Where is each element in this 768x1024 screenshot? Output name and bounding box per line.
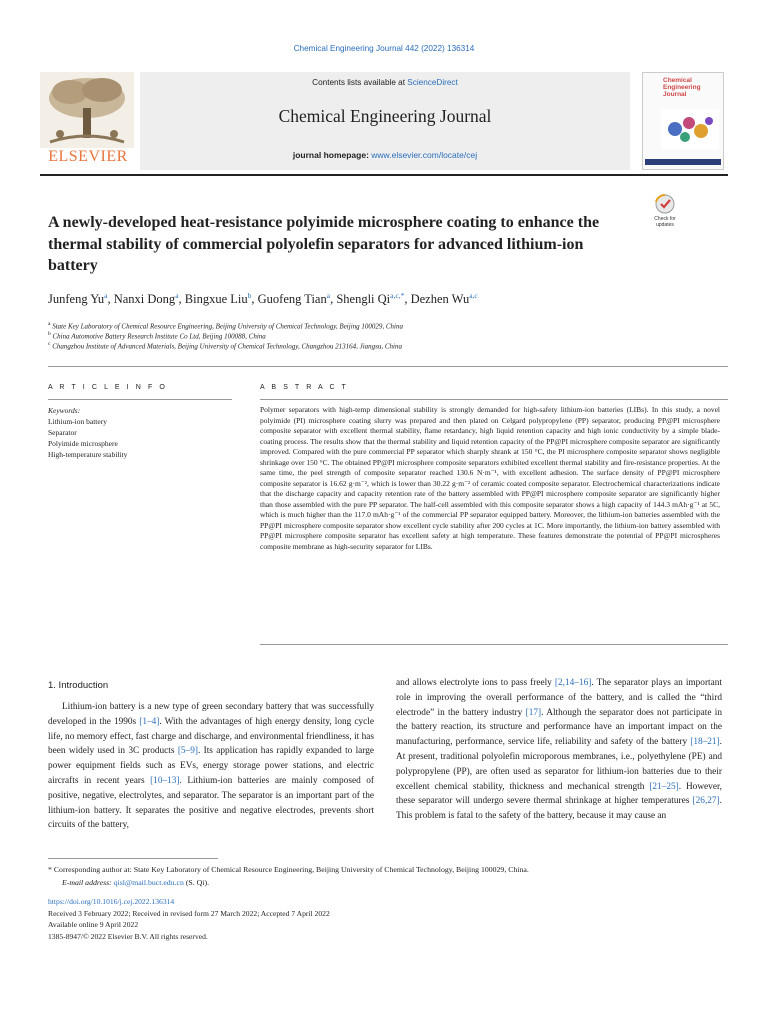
article-info-heading: A R T I C L E I N F O xyxy=(48,384,168,391)
article-info-rule xyxy=(48,399,232,400)
copyright-line: 1385-8947/© 2022 Elsevier B.V. All rights reserved. xyxy=(48,931,208,941)
affiliation-mark: a xyxy=(48,321,51,327)
affiliation-text: China Automotive Battery Research Institute Co Ltd, Beijing 100088, China xyxy=(52,332,266,341)
abstract-bottom-rule xyxy=(260,644,728,645)
contents-prefix: Contents lists available at xyxy=(312,78,408,87)
keyword[interactable]: Separator xyxy=(48,428,77,437)
abstract-text: Polymer separators with high-temp dimensional stability is strongly demanded for high-safety lithium-ion batteries (LIBs). In this study, a novel polyimide (PI) microsphere coating slurry was prepared and then plated on Celgard polypropylene (PP) separator, producing PP@PI microsphere composite separator with excellent thermal stability, flame retardancy, high liquid retention capacity and high ionic conductivity by a simple blade-coating process. The results show that the thermal stability and liquid retention capacity of the PP@PI microsphere composite separator are significantly improved. Compared with the pure commercial PP separator which sharply shrank at 150 °C, the PI microsphere composite separator shows negligible shrinkage over 150 °C. The obtained PP@PI microsphere composite separators exhibited excellent thermal stability and fire-resistance properties. At the same time, the peel strength of composite separator reached 130.6 N·m⁻¹, with excellent adhesion. The surface density of PP@PI microsphere composite separator is 16.62 g·m⁻², which is lower than 30.22 g·m⁻² of ceramic coated composite separator. Electrochemical characterizations indicate that the discharge capacity and capacity retention rate of the battery assembled with PP@PI microsphere composite separator are significantly higher than those assembled with the pure PP separator. The half-cell assembled with this composite separator shows a high capacity of 144.3 mAh·g⁻¹ at 5C, which is much higher than the 117.0 mAh·g⁻¹ of the commercial PP separator equipped battery. Moreover, the lithium-ion batteries assembled with the PP@PI microsphere composite separator show excellent cycle stability after 200 cycles at 1C. More importantly, the lithium-ion battery assembled with PP@PI microsphere composite separator has excellent safety at high temperature. These features demonstrate the potential of PP@PI microspheres composite membrane as high-security separator for LIBs. xyxy=(260,405,720,551)
keyword[interactable]: Polyimide microsphere xyxy=(48,439,118,448)
sciencedirect-link[interactable]: ScienceDirect xyxy=(407,78,458,87)
introduction-heading: 1. Introduction xyxy=(48,680,109,691)
citation-link[interactable]: [5–9] xyxy=(177,746,198,757)
body-text: . The separator plays an important role in improving the overall performance of the battery, and is called the “third electrode” in the battery industry xyxy=(396,678,722,718)
affiliation-mark: b xyxy=(48,331,51,337)
available-online: Available online 9 April 2022 xyxy=(48,920,139,929)
citation-link[interactable]: [18–21] xyxy=(690,737,720,748)
abstract-rule xyxy=(260,399,728,400)
affiliation-divider xyxy=(48,366,728,367)
header-divider xyxy=(40,174,728,176)
keyword[interactable]: Lithium-ion battery xyxy=(48,417,107,426)
author-affiliation-mark[interactable]: a,c,* xyxy=(390,291,405,300)
body-text: . Its application has rapidly expanded to large power equipment fields such as EVs, energy storage power stations, and electric aircrafts in recent years xyxy=(48,746,375,786)
check-for-updates-icon xyxy=(648,193,682,231)
keywords-label: Keywords: xyxy=(48,406,81,415)
publication-info xyxy=(48,896,728,942)
journal-citation-link[interactable]: Chemical Engineering Journal 442 (2022) 136314 xyxy=(293,44,475,53)
affiliation-text: State Key Laboratory of Chemical Resource Engineering, Beijing University of Chemical Technology, Beijing 100029, China xyxy=(52,322,403,331)
body-text: . This problem is fatal to the safety of the battery, because it may cause an xyxy=(396,796,722,822)
tree-icon xyxy=(40,72,134,148)
author-separator: , xyxy=(107,292,114,307)
received-dates: Received 3 February 2022; Received in revised form 27 March 2022; Accepted 7 April 2022 xyxy=(48,908,330,918)
citation-link[interactable]: [17] xyxy=(525,707,542,718)
journal-cover-thumbnail[interactable] xyxy=(642,72,724,170)
corresponding-author-note: * Corresponding author at: State Key Laboratory of Chemical Resource Engineering, Beijing University of Chemical Technology, Beijing 100029, China. xyxy=(48,865,529,874)
author-separator: , xyxy=(330,292,337,307)
citation-link[interactable]: [1–4] xyxy=(139,716,160,727)
homepage-url-link[interactable]: www.elsevier.com/locate/cej xyxy=(371,150,478,160)
affiliation-c xyxy=(48,341,708,350)
citation-link[interactable]: [26,27] xyxy=(692,796,720,807)
author-affiliation-mark[interactable]: a xyxy=(326,291,331,300)
body-text: . With the advantages of high energy density, long cycle life, no memory effect, fast charge and discharge, and environmental friendliness, it has been widely used in 3C products xyxy=(48,716,374,757)
cover-art-icon xyxy=(661,109,719,149)
author-separator: , xyxy=(178,292,185,307)
citation-link[interactable]: [10–13] xyxy=(150,775,180,786)
article-title: A newly-developed heat-resistance polyimide microsphere coating to enhance the thermal stability of commercial polyolefin separators for advanced lithium-ion battery xyxy=(48,214,600,274)
svg-text:Check for: Check for xyxy=(654,216,676,222)
author-affiliation-mark[interactable]: a xyxy=(175,291,179,300)
abstract-heading: A B S T R A C T xyxy=(260,384,349,391)
affiliation-mark: c xyxy=(48,341,51,347)
email-label: E-mail address: xyxy=(62,878,114,887)
author-name[interactable]: Shengli Qi xyxy=(336,292,391,307)
contents-available-line xyxy=(140,78,630,87)
author-name[interactable]: Guofeng Tian xyxy=(257,292,327,307)
cover-footer-band xyxy=(645,159,721,165)
check-for-updates-badge[interactable] xyxy=(648,193,682,231)
affiliation-a xyxy=(48,321,708,330)
author-affiliation-mark[interactable]: b xyxy=(247,291,252,300)
author-affiliation-mark[interactable]: a xyxy=(104,291,108,300)
affiliation-text: Changzhou Institute of Advanced Materials, Beijing University of Chemical Technology, Changzhou 213164, Jiangsu, China xyxy=(52,342,402,351)
author-affiliation-mark[interactable]: a,c xyxy=(469,291,478,300)
body-text: and allows electrolyte ions to pass freely xyxy=(396,678,555,688)
intro-left-column xyxy=(48,700,374,833)
body-text: . Lithium-ion batteries are mainly composed of positive, negative, electrolytes, and separator. The separator is an important part of the lithium-ion battery. It separates the positive and negative electrodes, prevents short circuits of the battery, xyxy=(48,775,374,831)
intro-right-column xyxy=(396,676,722,824)
body-text: . However, these separator will undergo severe thermal shrinkage at higher temperatures xyxy=(396,781,722,807)
footnote-rule xyxy=(48,858,218,859)
email-suffix: (S. Qi). xyxy=(183,878,210,887)
publisher-wordmark: ELSEVIER xyxy=(48,148,128,165)
body-text: . At present, traditional polyolefin microporous membranes, i.e., polyethylene (PE) and polypropylene (PP), are often used as separator for lithium-ion batteries due to their excellent chemical stability, thickness and mechanical strength xyxy=(396,737,722,792)
citation-link[interactable]: [21–25] xyxy=(649,781,679,792)
cover-title: Chemical Engineering Journal xyxy=(663,77,701,98)
email-line xyxy=(48,876,728,889)
keyword[interactable]: High-temperature stability xyxy=(48,450,128,459)
body-text: Lithium-ion battery is a new type of green secondary battery that was successfully developed in the 1990s xyxy=(48,702,374,727)
affiliation-b xyxy=(48,331,708,340)
email-link[interactable]: qisl@mail.buct.edu.cn xyxy=(113,878,184,887)
author-name[interactable]: Dezhen Wu xyxy=(410,292,470,307)
journal-name[interactable]: Chemical Engineering Journal xyxy=(278,106,492,126)
corresponding-footnote xyxy=(48,863,728,889)
doi-link[interactable]: https://doi.org/10.1016/j.cej.2022.136314 xyxy=(48,897,175,906)
author-name[interactable]: Nanxi Dong xyxy=(113,292,176,307)
author-name[interactable]: Junfeng Yu xyxy=(48,292,105,307)
svg-text:updates: updates xyxy=(656,222,674,228)
homepage-label: journal homepage: xyxy=(292,150,372,160)
author-separator: , xyxy=(251,292,258,307)
citation-link[interactable]: [2,14–16] xyxy=(554,678,592,688)
author-list xyxy=(48,291,688,307)
body-text: . Although the separator does not participate in the battery reaction, its structure and performance have an important impact on the manufacturing, performance, service life, reliability and safety of the battery xyxy=(396,707,723,748)
journal-homepage-line xyxy=(140,150,630,160)
author-separator: , xyxy=(404,292,411,307)
author-name[interactable]: Bingxue Liu xyxy=(184,292,248,307)
